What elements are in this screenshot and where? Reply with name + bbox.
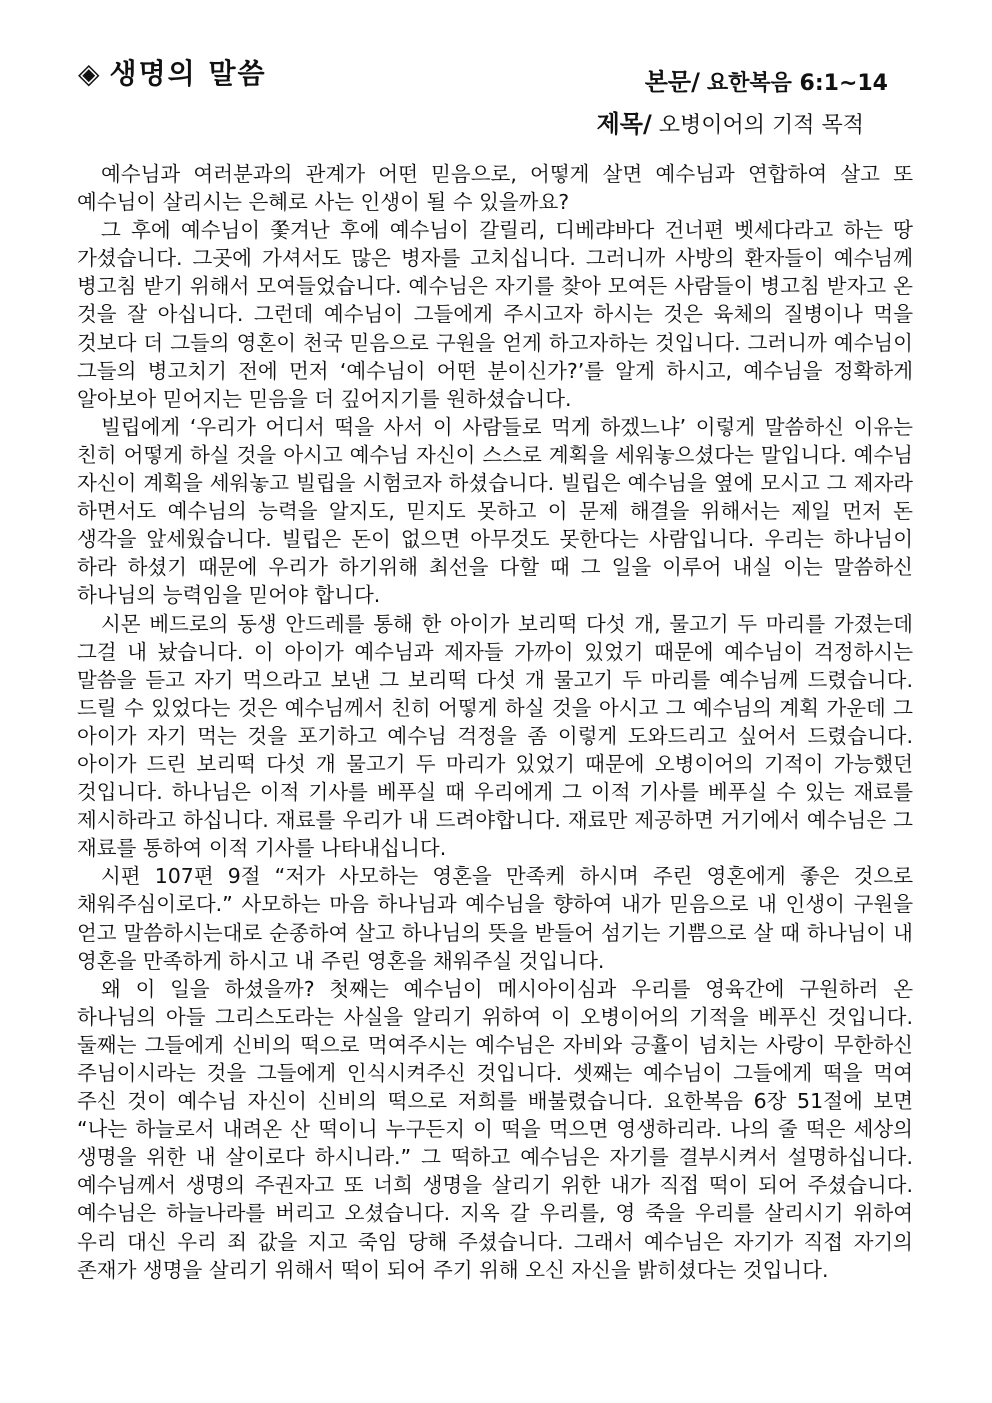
paragraph: 예수님과 여러분과의 관계가 어떤 믿음으로, 어떻게 살면 예수님과 연합하여 살고 또 예수님이 살리시는 은혜로 사는 인생이 될 수 있을까요? <box>77 162 913 215</box>
paragraph: 그 후에 예수님이 쫓겨난 후에 예수님이 갈릴리, 디베랴바다 건너편 벳세다라고 하는 땅 가셨습니다. 그곳에 가셔서도 많은 병자를 고치십니다. 그러니까 사방의 환자들이 예수님께 병고침 받기 위해서 모여들었습니다. 예수님은 자기를 찾아 모여든 사람들이 병고침 받자고 온 것을 잘 아십니다. 그런데 예수님이 그들에게 주시고자 하시는 것은 육체의 질병이나 먹을 것보다 더 그들의 영혼이 천국 믿음으로 구원을 얻게 하고자하는 것입니다. 그러니까 예수님이 그들의 병고치기 전에 먼저 ‘예수님이 어떤 분이신가?’를 알게 하시고, 예수님을 정확하게 알아보아 믿어지는 믿음을 더 깊어지기를 원하셨습니다. <box>77 218 913 411</box>
passage-value: 요한복음 6:1~14 <box>706 71 888 96</box>
passage-line <box>645 62 888 97</box>
sermon-body <box>77 160 913 1284</box>
subject-label: 제목/ <box>596 110 652 138</box>
paragraph: 빌립에게 ‘우리가 어디서 떡을 사서 이 사람들로 먹게 하겠느냐’ 이렇게 말씀하신 이유는 친히 어떻게 하실 것을 아시고 예수님 자신이 스스로 계획을 세워놓으셨다는 말입니다. 예수님 자신이 계획을 세워놓고 빌립을 시험코자 하셨습니다. 빌립은 예수님을 옆에 모시고 그 제자라 하면서도 예수님의 능력을 알지도, 믿지도 못하고 이 문제 해결을 위해서는 제일 먼저 돈 생각을 앞세웠습니다. 빌립은 돈이 없으면 아무것도 못한다는 사람입니다. 우리는 하나님이 하라 하셨기 때문에 우리가 하기위해 최선을 다할 때 그 일을 이루어 내실 이는 말씀하신 하나님의 능력임을 믿어야 합니다. <box>77 414 913 608</box>
paragraph: 시몬 베드로의 동생 안드레를 통해 한 아이가 보리떡 다섯 개, 물고기 두 마리를 가졌는데 그걸 내 놨습니다. 이 아이가 예수님과 제자들 가까이 있었기 때문에 예수님이 걱정하시는 말씀을 듣고 자기 먹으라고 보낸 그 보리떡 다섯 개 물고기 두 마리를 예수님께 드렸습니다. 드릴 수 있었다는 것은 예수님께서 친히 어떻게 하실 것을 아시고 그 예수님의 계획 가운데 그 아이가 자기 먹는 것을 포기하고 예수님 걱정을 좀 이렇게 도와드리고 싶어서 드렸습니다. 아이가 드린 보리떡 다섯 개 물고기 두 마리가 있었기 때문에 오병이어의 기적이 가능했던 것입니다. 하나님은 이적 기사를 베푸실 때 우리에게 그 이적 기사를 베푸실 수 있는 재료를 제시하라고 하십니다. 재료를 우리가 내 드려야합니다. 재료만 제공하면 거기에서 예수님은 그 재료를 통하여 이적 기사를 나타내십니다. <box>77 611 913 861</box>
diamond-bullet-icon: ◈ <box>78 57 102 90</box>
page-title-text: 생명의 말씀 <box>109 57 267 90</box>
subject-value: 오병이어의 기적 목적 <box>658 113 864 138</box>
subject-line <box>597 104 864 139</box>
passage-label: 본문/ <box>644 68 700 96</box>
page-title <box>78 52 267 92</box>
paragraph: 시편 107편 9절 “저가 사모하는 영혼을 만족케 하시며 주린 영혼에게 좋은 것으로 채워주심이로다.” 사모하는 마음 하나님과 예수님을 향하여 내가 믿음으로 내 인생이 구원을 얻고 말씀하시는대로 순종하여 살고 하나님의 뜻을 받들어 섬기는 기쁨으로 살 때 하나님이 내 영혼을 만족하게 하시고 내 주린 영혼을 채워주실 것입니다. <box>77 864 913 973</box>
paragraph: 왜 이 일을 하셨을까? 첫째는 예수님이 메시아이심과 우리를 영육간에 구원하러 온 하나님의 아들 그리스도라는 사실을 알리기 위하여 이 오병이어의 기적을 베푸신 것입니다. 둘째는 그들에게 신비의 떡으로 먹여주시는 예수님은 자비와 긍휼이 넘치는 사랑이 무한하신 주님이시라는 것을 그들에게 인식시켜주신 것입니다. 셋째는 예수님이 그들에게 떡을 먹여 주신 것이 예수님 자신이 신비의 떡으로 저희를 배불렸습니다. 요한복음 6장 51절에 보면 “나는 하늘로서 내려온 산 떡이니 누구든지 이 떡을 먹으면 영생하리라. 나의 줄 떡은 세상의 생명을 위한 내 살이로다 하시니라.” 그 떡하고 예수님은 자기를 결부시켜서 설명하십니다. 예수님께서 생명의 주권자고 또 너희 생명을 살리기 위한 내가 직접 떡이 되어 주셨습니다. 예수님은 하늘나라를 버리고 오셨습니다. 지옥 갈 우리를, 영 죽을 우리를 살리시기 위하여 우리 대신 우리 죄 값을 지고 죽임 당해 주셨습니다. 그래서 예수님은 자기가 직접 자기의 존재가 생명을 살리기 위해서 떡이 되어 주기 위해 오신 자신을 밝히셨다는 것입니다. <box>77 976 913 1282</box>
